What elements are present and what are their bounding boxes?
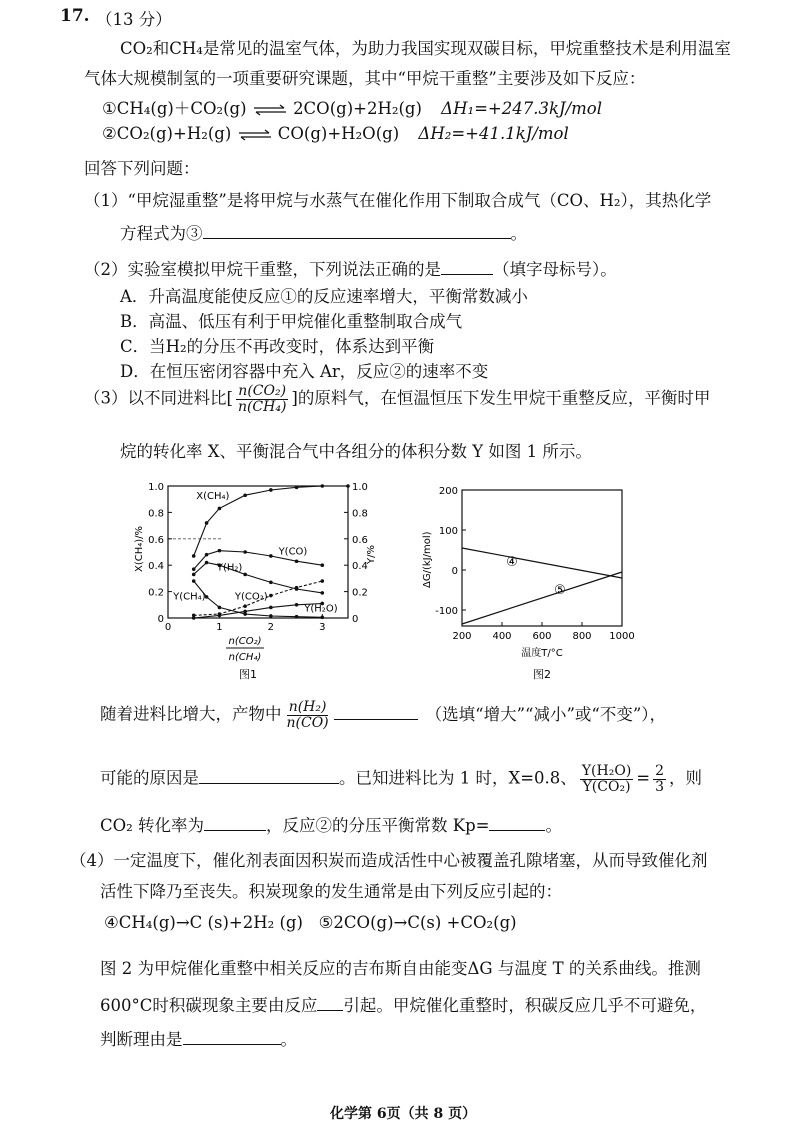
part2-stem-end: （填字母标号）。 <box>493 260 617 279</box>
answer-prompt: 回答下列问题： <box>84 159 200 178</box>
data-point <box>243 610 247 614</box>
x-tick-label: 0 <box>164 622 172 633</box>
part3-q-d: 。已知进料比为 1 时，X=0.8、 <box>339 768 577 788</box>
feed-ratio-fraction <box>236 384 288 414</box>
y-tick-label: 0 <box>451 566 458 577</box>
data-point <box>205 553 209 557</box>
h2-co-denominator: n(CO) <box>286 714 329 731</box>
answer-blank-reaction[interactable] <box>317 996 343 1011</box>
data-point <box>192 579 196 583</box>
part2-option-a: A．升高温度能使反应①的反应速率增大，平衡常数减小 <box>120 287 528 306</box>
data-point <box>192 573 196 577</box>
data-point <box>218 606 222 610</box>
data-point <box>320 616 324 620</box>
part4-line4-a: 600°C时积碳现象主要由反应 <box>100 996 318 1015</box>
y-tick-label-right: 1.0 <box>352 482 368 493</box>
chart-title: 图2 <box>533 668 551 681</box>
data-point <box>269 594 273 598</box>
part4-line2: 活性下降乃至丧失。积炭现象的发生通常是由下列反应引起的： <box>100 882 562 901</box>
data-point <box>192 616 196 620</box>
answer-blank-3[interactable] <box>203 224 511 239</box>
equilibrium-arrow-icon <box>238 129 272 141</box>
data-point <box>320 591 324 595</box>
water-co2-numerator: Y(H₂O) <box>581 763 632 779</box>
data-point <box>218 507 222 511</box>
part2-option-b: B．高温、低压有利于甲烷催化重整制取合成气 <box>120 312 463 331</box>
series-line <box>462 572 622 624</box>
part3-q-c: 可能的原因是 <box>100 768 199 788</box>
intro-line-2: 气体大规模制氢的一项重要研究课题，其中“甲烷干重整”主要涉及如下反应： <box>84 69 646 88</box>
data-point <box>269 554 273 558</box>
question-number: 17. <box>60 6 90 26</box>
y-tick-label-left: 0 <box>157 614 164 625</box>
figure-2-chart <box>418 478 648 688</box>
feed-ratio-denominator: n(CH₄) <box>237 398 287 415</box>
figure-1-chart <box>130 478 380 688</box>
part3-q-line3 <box>100 812 562 836</box>
question-score: （13 分） <box>96 10 172 29</box>
data-point <box>218 549 222 553</box>
answer-blank-judgement[interactable] <box>183 1030 281 1045</box>
part1-end: 。 <box>510 224 527 243</box>
data-point <box>295 486 299 490</box>
part2-stem-text: （2）实验室模拟甲烷干重整，下列说法正确的是 <box>84 260 441 279</box>
data-point <box>192 567 196 571</box>
plot-frame <box>462 490 622 626</box>
y-tick-label: 200 <box>438 486 458 497</box>
reaction-2-rhs: CO(g)+H₂O(g) <box>277 124 400 143</box>
y-tick-label-left: 0.8 <box>148 508 164 520</box>
water-co2-fraction <box>580 764 633 794</box>
y-tick-label-right: 0.2 <box>352 587 368 599</box>
part1-line2 <box>120 220 527 244</box>
series-line <box>462 548 622 578</box>
x-tick-label: 2 <box>267 622 275 633</box>
part2-option-d: D．在恒压密闭容器中充入 Ar，反应②的速率不变 <box>120 362 489 381</box>
part3-line1-a: （3）以不同进料比[ <box>84 388 233 408</box>
y-tick-label-right: 0.6 <box>352 534 368 546</box>
two-thirds-fraction <box>653 764 666 794</box>
data-point <box>295 586 299 590</box>
data-point <box>295 615 299 619</box>
series-label: Y(CO) <box>278 546 308 558</box>
y-axis-label-left: X(CH₄)/% <box>134 525 145 572</box>
part4-line1: （4）一定温度下，催化剂表面因积炭而造成活性中心被覆盖孔隙堵塞，从而导致催化剂 <box>70 851 708 870</box>
x-tick-label: 1 <box>216 622 223 633</box>
part3-q-b: （选填“增大”“减小”或“不变”）， <box>425 704 667 724</box>
part3-q-e: = <box>636 768 651 788</box>
series-label: Y(H₂O) <box>304 603 338 615</box>
series-label: Y(CH₄) <box>173 591 206 603</box>
data-point <box>218 614 222 618</box>
h2-co-fraction <box>285 700 331 730</box>
series-label: ④ <box>506 555 518 570</box>
h2-co-numerator: n(H₂) <box>288 699 327 715</box>
answer-blank-kp[interactable] <box>489 816 545 831</box>
part2-stem <box>84 256 617 280</box>
part3-q-line2 <box>100 764 702 794</box>
feed-ratio-numerator: n(CO₂) <box>238 383 287 399</box>
data-point <box>205 521 209 525</box>
chart-title: 图1 <box>239 668 257 681</box>
two-thirds-numerator: 2 <box>655 763 665 779</box>
reaction-1 <box>102 95 602 119</box>
x-tick-label: 200 <box>452 631 472 642</box>
part4-reactions: ④CH₄(g)→C (s)+2H₂ (g) ⑤2CO(g)→C(s) +CO₂(g) <box>104 913 517 932</box>
y-axis-label-right: Y/% <box>366 545 377 564</box>
data-point <box>320 484 324 488</box>
part1-line1: （1）“甲烷湿重整”是将甲烷与水蒸气在催化作用下制取合成气（CO、H₂），其热化学 <box>84 191 712 210</box>
y-tick-label: -100 <box>435 606 458 617</box>
part2-option-c: C．当H₂的分压不再改变时，体系达到平衡 <box>120 337 435 356</box>
series-label: Y(H₂) <box>216 562 243 574</box>
data-point <box>346 484 350 488</box>
x-tick-label: 400 <box>492 631 512 642</box>
data-point <box>269 614 273 618</box>
x-tick-label: 3 <box>319 622 326 633</box>
part4-line4-b: 引起。甲烷催化重整时，积碳反应几乎不可避免， <box>343 996 707 1015</box>
y-tick-label-left: 1.0 <box>148 482 164 493</box>
y-tick-label-right: 0 <box>352 614 359 625</box>
series-label: X(CH₄) <box>196 491 230 503</box>
part3-q-g: CO₂ 转化率为 <box>100 816 205 835</box>
x-axis-label: 温度T/°C <box>521 648 563 659</box>
answer-blank-co2-conversion[interactable] <box>204 816 266 831</box>
y-tick-label: 100 <box>438 526 458 537</box>
part1-prompt: 方程式为③ <box>120 224 203 243</box>
data-point <box>243 493 247 497</box>
data-point <box>269 488 273 492</box>
x-tick-label: 1000 <box>609 631 635 642</box>
two-thirds-denominator: 3 <box>655 778 665 795</box>
part3-q-i: 。 <box>545 816 562 835</box>
part4-line5-b: 。 <box>280 1030 297 1049</box>
y-tick-label-right: 0.4 <box>352 561 368 573</box>
part4-line3: 图 2 为甲烷催化重整中相关反应的吉布斯自由能变ΔG 与温度 T 的关系曲线。推测 <box>100 959 701 978</box>
page-footer: 化学第 6页（共 8 页） <box>330 1106 477 1122</box>
data-point <box>295 559 299 563</box>
data-point <box>192 554 196 558</box>
intro-line-1: CO₂和CH₄是常见的温室气体，为助力我国实现双碳目标，甲烷重整技术是利用温室 <box>120 39 731 58</box>
reaction-2 <box>102 124 569 143</box>
x-axis-label-denominator: n(CH₄) <box>228 652 262 663</box>
part3-line1-b: ]的原料气，在恒温恒压下发生甲烷干重整反应，平衡时甲 <box>291 388 711 408</box>
x-tick-label: 600 <box>532 631 552 642</box>
data-point <box>243 604 247 608</box>
y-tick-label-left: 0.2 <box>148 587 164 599</box>
answer-blank-ratio-trend[interactable] <box>334 705 418 720</box>
y-axis-label: ΔG/(kJ/mol) <box>422 531 433 588</box>
part3-line1 <box>84 384 710 414</box>
part3-q-a: 随着进料比增大，产物中 <box>100 704 282 724</box>
part3-q-h: ，反应②的分压平衡常数 Kp= <box>266 816 490 835</box>
part3-q-f: ，则 <box>669 768 703 788</box>
data-point <box>269 606 273 610</box>
x-axis-label-numerator: n(CO₂) <box>228 636 262 647</box>
equilibrium-arrow-icon <box>253 104 287 116</box>
answer-blank-reason[interactable] <box>199 769 339 784</box>
reaction-1-lhs: ①CH₄(g)＋CO₂(g) <box>102 99 247 118</box>
data-point <box>320 563 324 567</box>
part3-q-line1 <box>100 700 666 730</box>
reaction-2-lhs: ②CO₂(g)+H₂(g) <box>102 124 232 143</box>
reaction-2-enthalpy: ΔH₂=+41.1kJ/mol <box>418 124 569 143</box>
y-tick-label-right: 0.8 <box>352 508 368 520</box>
x-tick-label: 800 <box>572 631 592 642</box>
data-point <box>295 603 299 607</box>
y-tick-label-left: 0.6 <box>148 534 164 546</box>
data-point <box>205 561 209 565</box>
series-line <box>194 563 323 593</box>
data-point <box>269 581 273 585</box>
reaction-1-rhs: 2CO(g)+2H₂(g) <box>293 99 422 118</box>
data-point <box>243 550 247 554</box>
reaction-1-enthalpy: ΔH₁=+247.3kJ/mol <box>441 99 603 118</box>
y-tick-label-left: 0.4 <box>148 561 164 573</box>
series-label: ⑤ <box>554 583 566 598</box>
answer-blank-part2[interactable] <box>441 260 493 275</box>
water-co2-denominator: Y(CO₂) <box>582 778 631 795</box>
series-label: Y(CO₂) <box>234 591 268 603</box>
part3-line2: 烷的转化率 X、平衡混合气中各组分的体积分数 Y 如图 1 所示。 <box>120 442 592 461</box>
part4-line5 <box>100 1026 297 1050</box>
part4-line5-a: 判断理由是 <box>100 1030 183 1049</box>
data-point <box>243 573 247 577</box>
part4-line4 <box>100 992 706 1016</box>
series-line <box>194 604 323 619</box>
data-point <box>320 579 324 583</box>
